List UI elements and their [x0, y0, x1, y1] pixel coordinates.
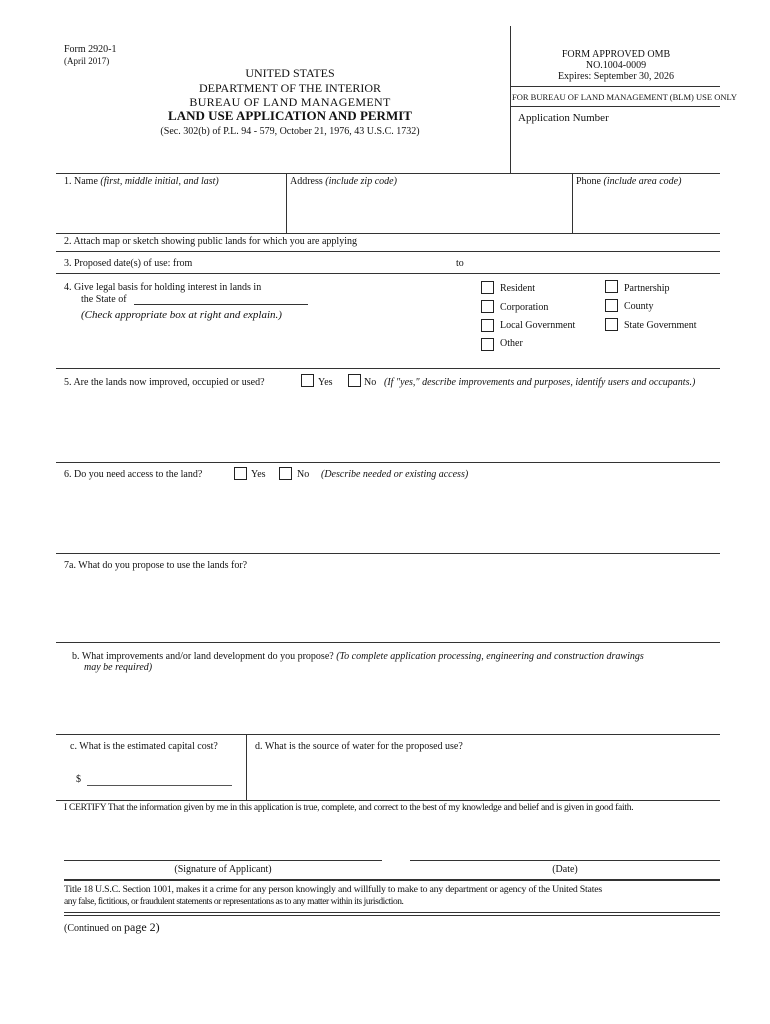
address-field[interactable]	[290, 190, 568, 230]
date-to-label: to	[456, 258, 464, 269]
form-title: LAND USE APPLICATION AND PERMIT	[168, 108, 412, 123]
state-of-field[interactable]	[134, 304, 308, 305]
legal-basis-label: 4. Give legal basis for holding interest in lands in	[64, 282, 262, 293]
access-description-field[interactable]	[64, 484, 714, 548]
continued-note: (Continued on page 2)	[64, 920, 160, 934]
lands-improved-yes-label: Yes	[318, 377, 333, 388]
address-label: Address (include zip code)	[290, 176, 397, 187]
phone-field[interactable]	[576, 190, 716, 230]
lands-improved-no-checkbox[interactable]	[348, 374, 361, 387]
signature-field[interactable]	[64, 860, 382, 861]
resident-checkbox[interactable]	[481, 281, 494, 294]
access-no-label: No	[297, 469, 310, 480]
proposed-use-field[interactable]	[64, 576, 714, 638]
water-source-field[interactable]	[255, 756, 713, 796]
lands-improved-question: 5. Are the lands now improved, occupied or used?	[64, 377, 265, 388]
certification-statement: I CERTIFY That the information given by me in this application is true, complete, and correct to the best of my knowledge and belief and is given in good faith.	[64, 803, 634, 813]
other-label: Other	[500, 338, 523, 349]
state-government-label: State Government	[624, 320, 697, 331]
corporation-checkbox[interactable]	[481, 300, 494, 313]
partnership-checkbox[interactable]	[605, 280, 618, 293]
phone-label: Phone (include area code)	[576, 176, 682, 187]
agency-line-3: BUREAU OF LAND MANAGEMENT	[189, 95, 391, 109]
water-source-question: d. What is the source of water for the proposed use?	[255, 741, 463, 752]
form-date: (April 2017)	[64, 56, 110, 66]
omb-line-1: FORM APPROVED OMB	[561, 49, 671, 60]
local-government-label: Local Government	[500, 320, 576, 331]
date-to-field[interactable]	[470, 256, 710, 270]
access-yes-checkbox[interactable]	[234, 467, 247, 480]
resident-label: Resident	[500, 283, 535, 294]
access-instruction: (Describe needed or existing access)	[321, 469, 469, 480]
improvements-instruction-line-2: may be required)	[84, 662, 153, 673]
legal-warning-line-1: Title 18 U.S.C. Section 1001, makes it a crime for any person knowingly and willfully to make to any department or agency of the United States	[64, 884, 602, 895]
omb-number: NO.1004-0009	[585, 60, 647, 71]
capital-cost-field[interactable]	[87, 785, 232, 786]
agency-line-1: UNITED STATES	[245, 66, 335, 80]
local-government-checkbox[interactable]	[481, 319, 494, 332]
form-number: Form 2920-1	[64, 44, 117, 55]
signature-label: (Signature of Applicant)	[174, 864, 272, 875]
improvements-question: b. What improvements and/or land development do you propose? (To complete application processing, engineering and construction drawings	[72, 651, 644, 662]
improvements-field[interactable]	[64, 676, 714, 730]
access-no-checkbox[interactable]	[279, 467, 292, 480]
name-field[interactable]	[64, 190, 282, 230]
lands-improved-instruction: (If "yes," describe improvements and purposes, identify users and occupants.)	[384, 377, 696, 388]
access-yes-label: Yes	[251, 469, 266, 480]
application-number-field[interactable]	[518, 128, 713, 168]
agency-line-2: DEPARTMENT OF THE INTERIOR	[198, 81, 382, 95]
application-number-label: Application Number	[518, 112, 609, 124]
date-from-field[interactable]	[216, 256, 446, 270]
county-checkbox[interactable]	[605, 299, 618, 312]
blm-use-only: FOR BUREAU OF LAND MANAGEMENT (BLM) USE ONLY	[512, 92, 737, 102]
dollar-sign: $	[76, 774, 81, 785]
date-label: (Date)	[552, 864, 578, 875]
omb-expiration: Expires: September 30, 2026	[557, 71, 675, 82]
access-question: 6. Do you need access to the land?	[64, 469, 203, 480]
other-checkbox[interactable]	[481, 338, 494, 351]
partnership-label: Partnership	[624, 283, 670, 294]
capital-cost-question: c. What is the estimated capital cost?	[70, 741, 218, 752]
proposed-use-question: 7a. What do you propose to use the lands for?	[64, 560, 248, 571]
legal-warning-line-2: any false, fictitious, or fraudulent statements or representations as to any matter within its jurisdiction.	[64, 897, 404, 907]
header-divider	[510, 26, 511, 173]
name-label: 1. Name (first, middle initial, and last)	[64, 176, 219, 187]
county-label: County	[624, 301, 654, 312]
corporation-label: Corporation	[500, 302, 549, 313]
attach-map-text: 2. Attach map or sketch showing public lands for which you are applying	[64, 236, 357, 247]
state-government-checkbox[interactable]	[605, 318, 618, 331]
lands-improved-description-field[interactable]	[64, 392, 714, 458]
date-field[interactable]	[410, 860, 720, 861]
lands-improved-no-label: No	[364, 377, 377, 388]
proposed-dates-label: 3. Proposed date(s) of use: from	[64, 258, 193, 269]
authority-citation: (Sec. 302(b) of P.L. 94 - 579, October 21, 1976, 43 U.S.C. 1732)	[160, 126, 420, 137]
check-box-instruction: (Check appropriate box at right and explain.)	[81, 309, 282, 321]
state-of-label: the State of	[81, 294, 127, 305]
lands-improved-yes-checkbox[interactable]	[301, 374, 314, 387]
